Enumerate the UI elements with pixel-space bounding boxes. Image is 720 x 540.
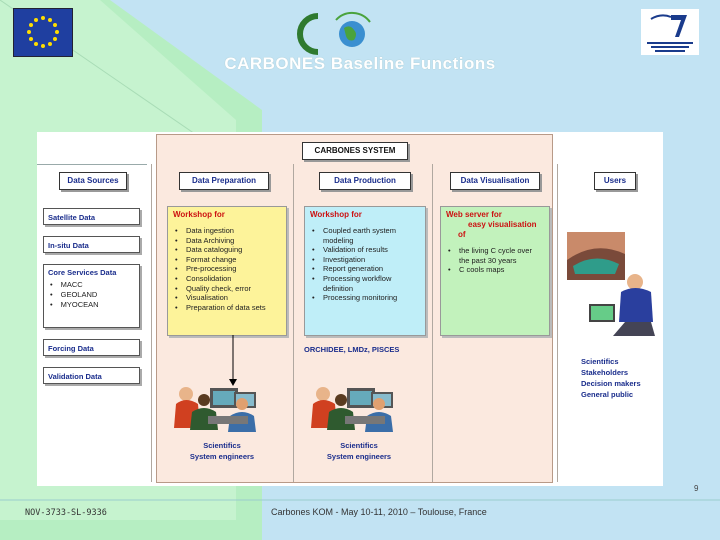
production-models: ORCHIDEE, LMDz, PISCES	[304, 345, 400, 354]
source-forcing-data: Forcing Data	[43, 339, 140, 356]
list-item: • Data cataloguing	[173, 245, 281, 255]
list-item: • Report generation	[310, 264, 420, 274]
caption-line: Scientifics	[203, 441, 241, 450]
production-list	[310, 226, 420, 303]
list-item: • Pre-processing	[173, 264, 281, 274]
users-list	[581, 356, 641, 400]
list-item: • GEOLAND	[48, 290, 139, 300]
carbones-logo	[296, 10, 396, 60]
separator	[432, 164, 433, 482]
production-box	[304, 206, 426, 336]
connector-arrow	[227, 335, 239, 387]
preparation-list	[173, 226, 281, 312]
workshop-people-illustration	[172, 382, 272, 432]
user-type: Decision makers	[581, 379, 641, 388]
visualisation-heading: easy visualisation	[468, 220, 537, 229]
list-item: • MACC	[48, 280, 139, 290]
separator	[293, 164, 294, 482]
list-item: • Data Archiving	[173, 236, 281, 246]
list-item: • Quality check, error	[173, 284, 281, 294]
source-satellite-data: Satellite Data	[43, 208, 140, 225]
diagram-canvas	[37, 132, 663, 486]
preparation-heading: Workshop for	[173, 210, 225, 219]
user-type: Stakeholders	[581, 368, 629, 377]
header-data-visualisation: Data Visualisation	[450, 172, 540, 190]
fp7-logo	[641, 9, 699, 55]
source-core-services-data	[43, 264, 140, 328]
list-item: • Preparation of data sets	[173, 303, 281, 313]
production-caption	[309, 440, 409, 462]
list-item: • Consolidation	[173, 274, 281, 284]
separator	[37, 164, 147, 165]
header-data-production: Data Production	[319, 172, 411, 190]
user-type: General public	[581, 390, 634, 399]
footer-event: Carbones KOM - May 10-11, 2010 – Toulouse, France	[271, 507, 487, 517]
core-services-list	[48, 280, 139, 310]
preparation-caption	[172, 440, 272, 462]
slide-title: CARBONES Baseline Functions	[224, 54, 496, 73]
caption-line: System engineers	[189, 452, 255, 461]
visualisation-heading: of	[458, 230, 466, 239]
list-item: • Investigation	[310, 255, 420, 265]
list-item: • Processing monitoring	[310, 293, 420, 303]
system-title: CARBONES SYSTEM	[302, 142, 408, 160]
list-item: • Visualisation	[173, 293, 281, 303]
list-item: • Data ingestion	[173, 226, 281, 236]
list-item: • MYOCEAN	[48, 300, 139, 310]
separator	[557, 164, 558, 482]
caption-line: Scientifics	[340, 441, 378, 450]
separator	[151, 164, 152, 482]
header-users: Users	[594, 172, 636, 190]
header-data-preparation: Data Preparation	[179, 172, 269, 190]
user-illustration	[565, 230, 659, 340]
page-number: 9	[694, 484, 699, 493]
source-in-situ-data: In-situ Data	[43, 236, 140, 253]
visualisation-heading: Web server for	[446, 210, 502, 219]
list-item: • C cools maps	[446, 265, 544, 275]
workshop-people-illustration	[309, 382, 409, 432]
user-type: Scientifics	[581, 357, 619, 366]
visualisation-box	[440, 206, 550, 336]
list-item: • Processing workflow definition	[310, 274, 420, 293]
production-heading: Workshop for	[310, 210, 362, 219]
list-item: • Validation of results	[310, 245, 420, 255]
footer-reference: NOV-3733-SL-9336	[25, 508, 107, 518]
preparation-box	[167, 206, 287, 336]
caption-line: System engineers	[326, 452, 392, 461]
source-validation-data: Validation Data	[43, 367, 140, 384]
list-item: • Coupled earth system modeling	[310, 226, 420, 245]
header-data-sources: Data Sources	[59, 172, 127, 190]
list-item: • the living C cycle over the past 30 years	[446, 246, 544, 265]
visualisation-list	[446, 246, 544, 275]
eu-flag-logo	[13, 8, 73, 57]
list-item: • Format change	[173, 255, 281, 265]
core-services-label: Core Services Data	[48, 268, 117, 277]
